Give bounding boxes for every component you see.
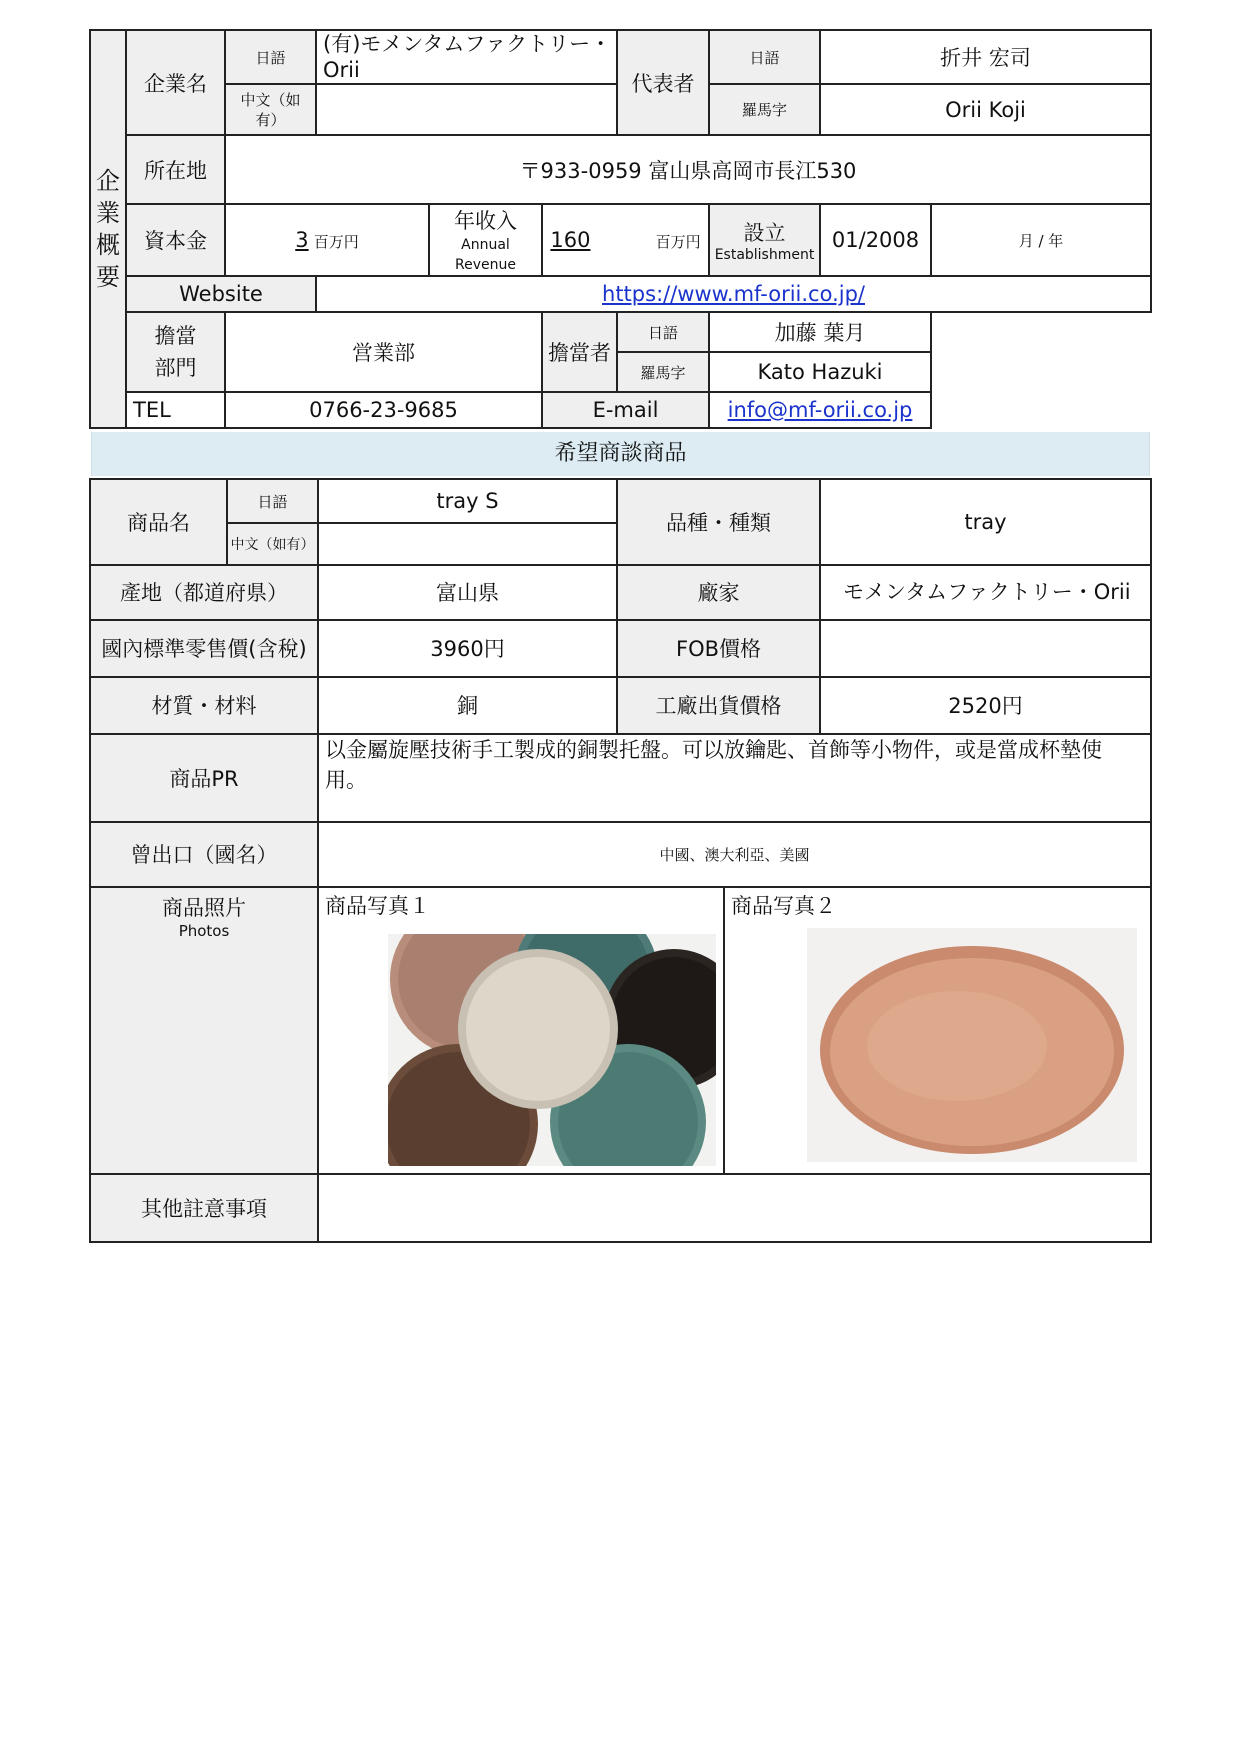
representative-ja: 折井 宏司 bbox=[820, 30, 1151, 84]
retail-price: 3960円 bbox=[318, 620, 617, 677]
photo1-image bbox=[388, 934, 716, 1166]
established-value: 01/2008 bbox=[831, 228, 920, 252]
photo1-label: 商品写真１ bbox=[325, 893, 430, 918]
export-label: 曾出口（國名） bbox=[90, 822, 318, 886]
contact-ja: 加藤 葉月 bbox=[709, 312, 931, 352]
contact-ja-label: 日語 bbox=[617, 312, 709, 352]
revenue-unit: 百万円 bbox=[655, 233, 701, 251]
photos-label: 商品照片 bbox=[162, 895, 246, 920]
contact-label: 擔當者 bbox=[542, 312, 617, 392]
notes bbox=[318, 1174, 1151, 1242]
company-name-ja-label: 日語 bbox=[225, 30, 316, 84]
photo1-cell bbox=[318, 887, 724, 1174]
material-label: 材質・材料 bbox=[90, 677, 318, 734]
email-label: E-mail bbox=[542, 392, 709, 428]
product-pr-label: 商品PR bbox=[90, 734, 318, 822]
company-name-ja: (有)モメンタムファクトリー・Orii bbox=[316, 30, 617, 84]
company-name-label: 企業名 bbox=[126, 30, 225, 135]
factory-price-label: 工廠出貨價格 bbox=[617, 677, 820, 734]
revenue-label-cell bbox=[429, 204, 542, 276]
factory-price: 2520円 bbox=[820, 677, 1151, 734]
address-label: 所在地 bbox=[126, 135, 225, 204]
origin: 富山県 bbox=[318, 565, 617, 619]
address: 〒933-0959 富山県高岡市長江530 bbox=[225, 135, 1151, 204]
product-pr: 以金屬旋壓技術手工製成的銅製托盤。可以放鑰匙、首飾等小物件，或是當成杯墊使用。 bbox=[318, 734, 1151, 822]
notes-label: 其他註意事項 bbox=[90, 1174, 318, 1242]
email-link[interactable]: info@mf-orii.co.jp bbox=[727, 398, 913, 422]
established-sub: Establishment bbox=[714, 247, 815, 263]
company-overview-table bbox=[89, 29, 1152, 429]
email-link-cell bbox=[709, 392, 931, 428]
department-label: 擔當部門 bbox=[126, 312, 225, 392]
product-name-label: 商品名 bbox=[90, 479, 227, 565]
photos-label-cell bbox=[90, 887, 318, 1174]
negotiation-products-banner: 希望商談商品 bbox=[91, 432, 1150, 476]
revenue-value: 160 bbox=[550, 228, 591, 252]
photo2-cell bbox=[724, 887, 1151, 1174]
representative-romaji-label: 羅馬字 bbox=[709, 84, 820, 135]
revenue-cell bbox=[542, 204, 709, 276]
photo2-image bbox=[807, 928, 1137, 1162]
website-link-cell bbox=[316, 276, 1151, 312]
photos-sub: Photos bbox=[178, 921, 230, 940]
capital-value: 3 bbox=[295, 228, 309, 252]
fob-price-label: FOB價格 bbox=[617, 620, 820, 677]
company-name-zh bbox=[316, 84, 617, 135]
contact-romaji-label: 羅馬字 bbox=[617, 352, 709, 392]
capital-label: 資本金 bbox=[126, 204, 225, 276]
product-name-zh-label: 中文（如有） bbox=[227, 523, 318, 565]
revenue-label: 年收入 bbox=[454, 209, 517, 233]
website-link[interactable]: https://www.mf-orii.co.jp/ bbox=[602, 282, 865, 306]
representative-label: 代表者 bbox=[617, 30, 709, 135]
product-name-ja-label: 日語 bbox=[227, 479, 318, 523]
product-table bbox=[89, 478, 1152, 1243]
contact-romaji: Kato Hazuki bbox=[709, 352, 931, 392]
maker: モメンタムファクトリー・Orii bbox=[820, 565, 1151, 619]
capital-unit: 百万円 bbox=[313, 233, 359, 251]
material: 銅 bbox=[318, 677, 617, 734]
capital-cell bbox=[225, 204, 429, 276]
representative-ja-label: 日語 bbox=[709, 30, 820, 84]
website-label: Website bbox=[126, 276, 316, 312]
tel: 0766-23-9685 bbox=[225, 392, 542, 428]
product-name-zh bbox=[318, 523, 617, 565]
maker-label: 廠家 bbox=[617, 565, 820, 619]
fob-price bbox=[820, 620, 1151, 677]
photo2-label: 商品写真２ bbox=[731, 893, 836, 918]
retail-price-label: 國內標準零售價(含稅) bbox=[90, 620, 318, 677]
established-value-cell bbox=[820, 204, 931, 276]
established-unit: 月 / 年 bbox=[931, 204, 1151, 276]
department: 営業部 bbox=[225, 312, 542, 392]
established-label-cell bbox=[709, 204, 820, 276]
established-label: 設立 bbox=[743, 221, 786, 245]
product-type: tray bbox=[820, 479, 1151, 565]
representative-romaji: Orii Koji bbox=[820, 84, 1151, 135]
tel-label: TEL bbox=[126, 392, 225, 428]
company-section-label: 企業概要 bbox=[90, 30, 126, 428]
origin-label: 產地（都道府県） bbox=[90, 565, 318, 619]
product-type-label: 品種・種類 bbox=[617, 479, 820, 565]
revenue-sub: Annual Revenue bbox=[455, 237, 516, 273]
product-name-ja: tray S bbox=[318, 479, 617, 523]
export-countries: 中國、澳大利亞、美國 bbox=[318, 822, 1151, 886]
company-name-zh-label: 中文（如有） bbox=[225, 84, 316, 135]
